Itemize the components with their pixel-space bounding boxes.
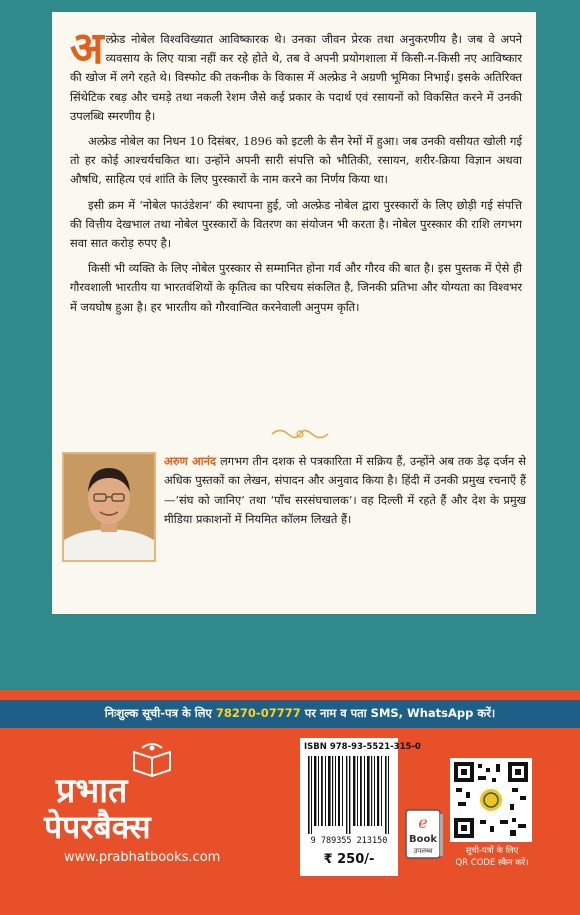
blurb-paragraph-3: इसी क्रम में ‘नोबेल फाउंडेशन’ की स्थापना हुई, जो अल्फ्रेड नोबेल द्वारा पुरस्कारों के लिए छोड़ी गई संपत्ति की वित्तीय देखभाल तथा नोबेल पुरस्कारों के वितरण का संयोजन भी करता है। नोबेल पुरस्कार की राशि लगभग सवा सात करोड़ रुपए है। bbox=[70, 197, 522, 251]
qr-caption bbox=[446, 845, 538, 869]
strip-text-before: निःशुल्क सूची-पत्र के लिए bbox=[104, 706, 216, 720]
qr-caption-line2: QR CODE स्कैन करें। bbox=[455, 858, 529, 868]
isbn-digits: 9 789355 213150 bbox=[310, 836, 388, 846]
catalog-phone: 78270-07777 bbox=[215, 706, 301, 720]
blurb-paragraph-2: अल्फ्रेड नोबेल का निधन 10 दिसंबर, 1896 को इटली के सैन रेमों में हुआ। जब उनकी वसीयत खोली गई तो हर कोई आश्चर्यचकित था। उन्होंने अपनी सारी संपत्ति को भौतिकी, रसायन, शरीर-क्रिया विज्ञान अथवा औषधि, साहित्य एवं शांति के लिए पुरस्कारों के नाम करने का निर्णय किया था। bbox=[70, 134, 522, 187]
barcode-icon bbox=[306, 756, 392, 834]
author-photo bbox=[62, 452, 156, 562]
qr-code-icon bbox=[454, 762, 528, 838]
author-portrait-icon bbox=[64, 454, 154, 560]
publisher-name-line2: पेपरबैक्स bbox=[44, 808, 151, 846]
ebook-word: Book bbox=[408, 834, 438, 845]
flourish-ornament-icon bbox=[270, 425, 330, 443]
publisher-website: www.prabhatbooks.com bbox=[64, 850, 221, 865]
author-bio-text: लगभग तीन दशक से पत्रकारिता में सक्रिय हैं, उन्होंने अब तक डेढ़ दर्जन से अधिक पुस्तकों का लेखन, संपादन और अनुवाद किया है। हिंदी में उनकी प्रमुख रचनाएँ हैं—‘संघ को जानिए’ तथा ‘पाँच सरसंघचालक’। वह दिल्ली में रहते हैं और देश के प्रमुख मीडिया प्रकाशनों में नियमित कॉलम लिखते हैं। bbox=[164, 454, 526, 527]
top-band bbox=[0, 0, 580, 12]
blurb-paragraph-4: किसी भी व्यक्ति के लिए नोबेल पुरस्कार से सम्मानित होना गर्व और गौरव की बात है। इस पुस्तक में ऐसे ही गौरवशाली भारतीय या भारतवंशियों के कृतित्व का परिचय संकलित है, जिनकी प्रतिभा और योग्यता का विश्वभर में जयघोष हुआ है। हर भारतीय को गौरवान्वित करनेवाली अनुपम कृति। bbox=[70, 261, 522, 314]
ebook-sub: उपलब्ध bbox=[413, 847, 433, 855]
ebook-letter: e bbox=[418, 813, 428, 832]
publisher-name-line1: प्रभात bbox=[56, 771, 128, 811]
price: ₹ 250/- bbox=[323, 852, 375, 867]
blurb bbox=[70, 23, 522, 317]
strip-text-after: पर नाम व पता SMS, WhatsApp करें। bbox=[300, 706, 496, 720]
author-bio bbox=[164, 452, 526, 530]
author-name: अरुण आनंद bbox=[164, 454, 217, 468]
catalog-strip-text bbox=[70, 706, 530, 721]
qr-caption-line1: सूची-पत्रों के लिए bbox=[465, 846, 519, 856]
ebook-badge-icon bbox=[404, 808, 444, 862]
blurb-text-1: ल्फ्रेड नोबेल विश्वविख्यात आविष्कारक थे। उनका जीवन प्रेरक तथा अनुकरणीय है। जब वे अपने व्यवसाय के लिए यात्रा नहीं कर रहे होते थे, तब वे अपनी प्रयोगशाला में किसी-न-किसी नए आविष्कार की खोज में लगे रहते थे। विस्फोट की तकनीक के विकास में अल्फ्रेड ने अग्रणी भूमिका निभाई। इसके अतिरिक्त सिंथेटिक रबड़ और चमड़े तथा नकली रेशम जैसे कई प्रकार के पदार्थ एवं रसायनों को विकसित करने में उनकी उपलब्धि स्मरणीय है। bbox=[70, 32, 522, 123]
drop-cap: अ bbox=[70, 23, 104, 74]
blurb-paragraph-1 bbox=[70, 23, 522, 126]
isbn-label: ISBN 978-93-5521-315-0 bbox=[304, 742, 421, 752]
